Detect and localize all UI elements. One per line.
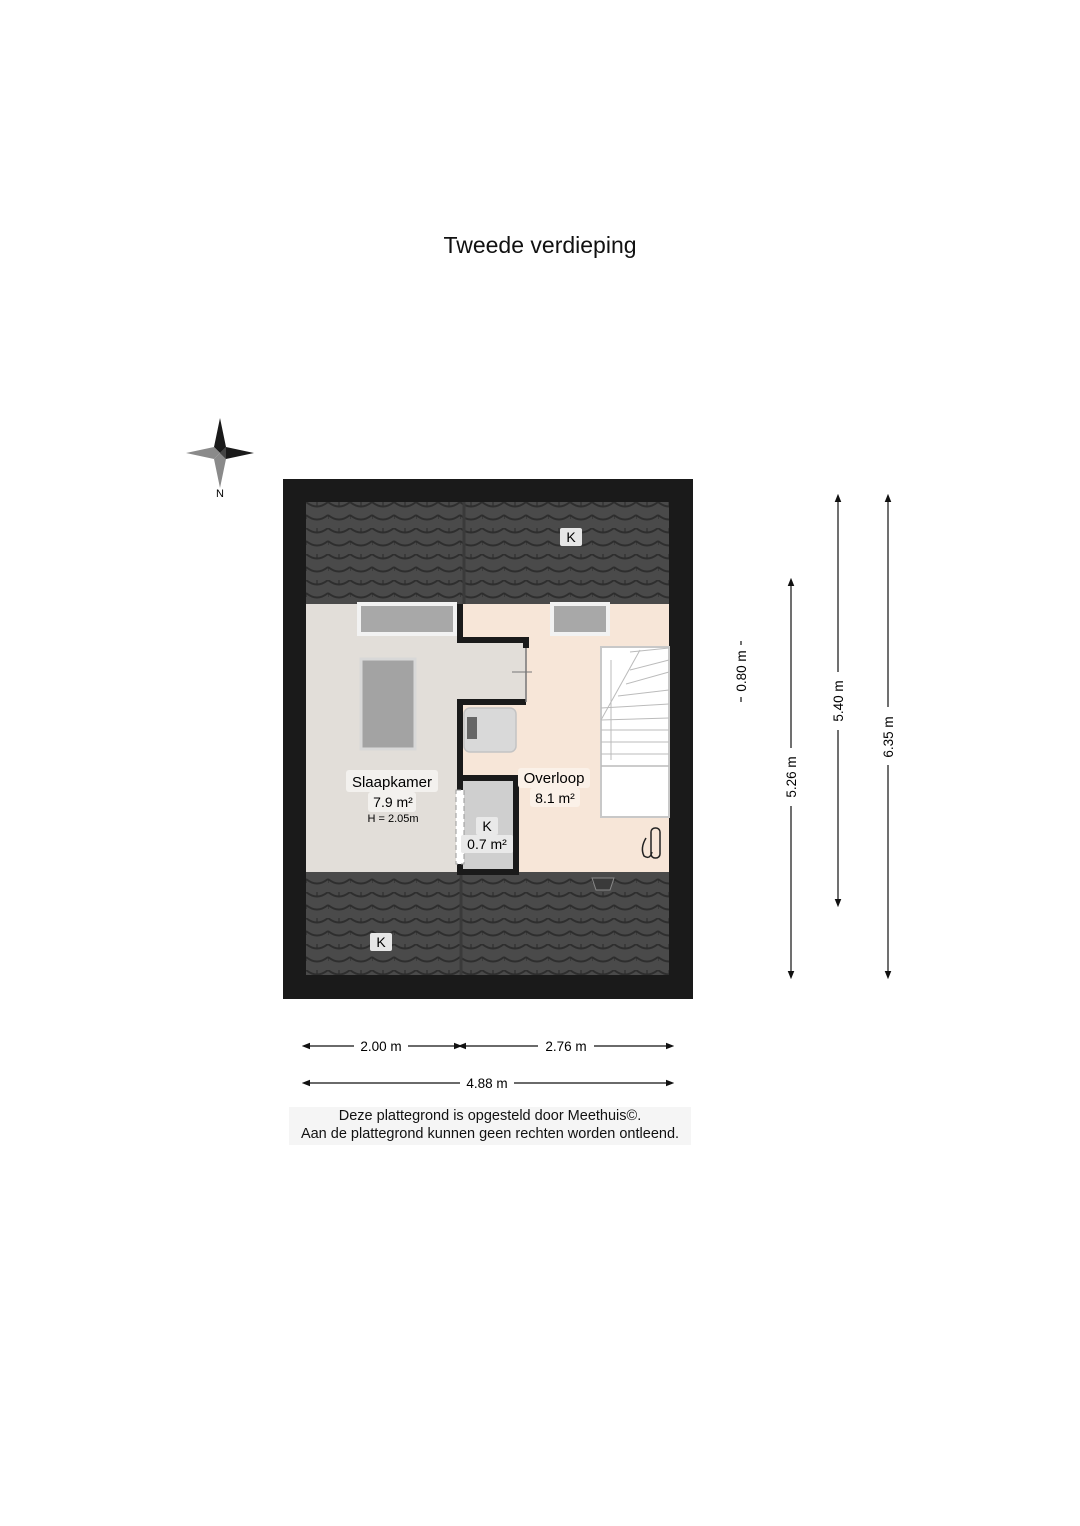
attic-label-bottom: K [376, 934, 386, 950]
dim-width-left: 2.00 m [360, 1039, 402, 1054]
disclaimer [289, 1107, 691, 1145]
overloop-area: 8.1 m² [535, 790, 575, 806]
roof-hatch [592, 878, 614, 890]
roof-bottom [306, 872, 669, 975]
slaapkamer-height-text: H = 2.05m [367, 813, 419, 825]
dim-width-total: 4.88 m [466, 1076, 508, 1091]
overloop-floor-hall [460, 640, 526, 702]
attic-label-top: K [566, 529, 576, 545]
dim-height-c: 6.35 m [881, 716, 896, 758]
roof-top [306, 502, 669, 604]
slaapkamer-name: Slaapkamer [351, 774, 433, 791]
bed [361, 659, 415, 749]
dim-width-right: 2.76 m [545, 1039, 587, 1054]
disclaimer-line-2: Aan de plattegrond kunnen geen rechten worden ontleend. [300, 1126, 680, 1142]
skylight-left [359, 604, 455, 634]
disclaimer-line-1: Deze plattegrond is opgesteld door Meethuis©. [338, 1108, 642, 1124]
slaapkamer-area: 7.9 m² [373, 794, 413, 810]
dim-height-a: 5.26 m [784, 756, 799, 798]
compass-label: N [216, 488, 224, 500]
skylight-right [552, 604, 608, 634]
dim-height-b: 5.40 m [831, 680, 846, 722]
dim-height-small: 0.80 m [734, 650, 749, 692]
floor-title: Tweede verdieping [443, 232, 637, 258]
overloop-name: Overloop [523, 770, 585, 787]
staircase [601, 647, 669, 817]
closet-area: 0.7 m² [467, 836, 507, 852]
closet-name: K [482, 818, 492, 834]
compass-icon [186, 418, 254, 488]
appliance-panel [467, 717, 477, 739]
